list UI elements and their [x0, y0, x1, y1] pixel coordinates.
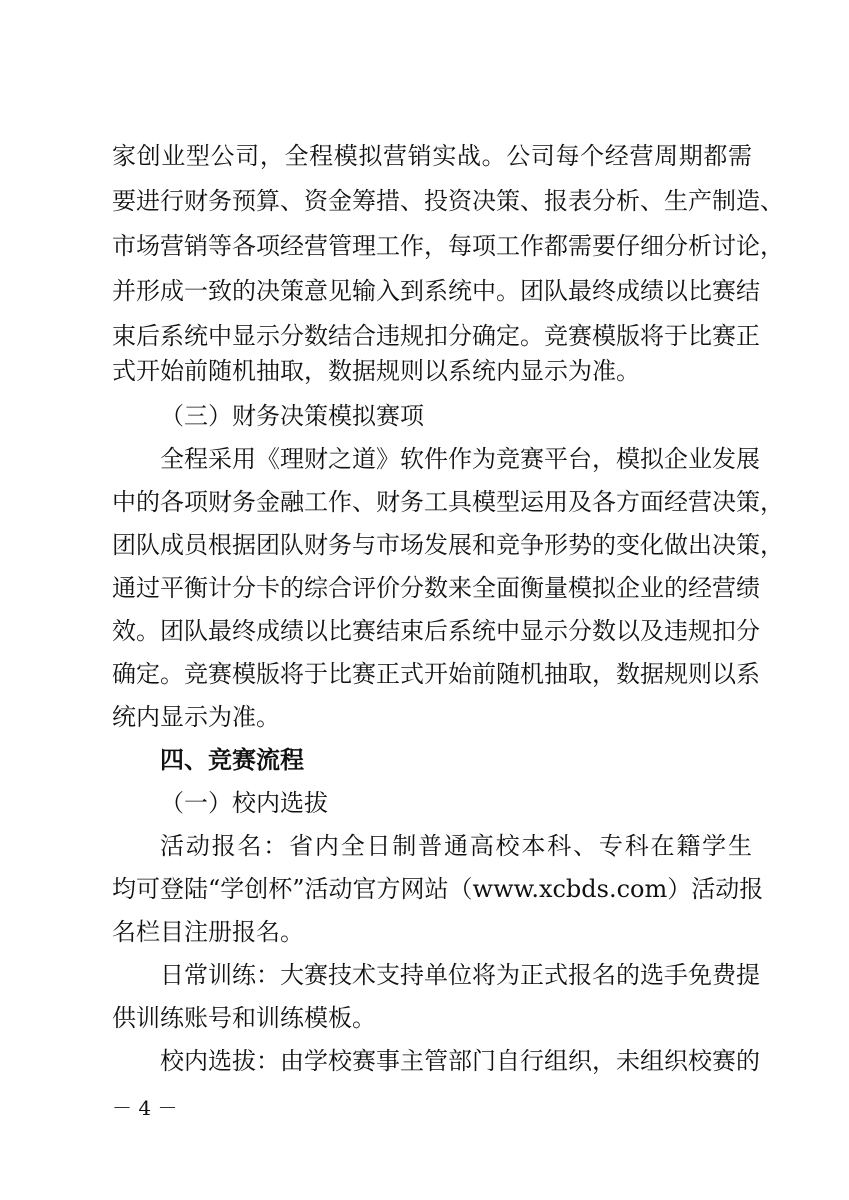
paragraph-line: 要进行财务预算、资金筹措、投资决策、报表分析、生产制造、 — [112, 187, 784, 215]
section-heading-3: （三）财务决策模拟赛项 — [160, 402, 424, 430]
paragraph-line: 并形成一致的决策意见输入到系统中。团队最终成绩以比赛结 — [112, 277, 760, 305]
paragraph-line: 统内显示为准。 — [112, 703, 280, 731]
paragraph-line: 家创业型公司，全程模拟营销实战。公司每个经营周期都需 — [112, 142, 752, 170]
paragraph-line: 校内选拔：由学校赛事主管部门自行组织，未组织校赛的 — [160, 1047, 760, 1075]
paragraph-line: 名栏目注册报名。 — [112, 918, 304, 946]
paragraph-line: 活动报名：省内全日制普通高校本科、专科在籍学生 — [160, 832, 752, 860]
paragraph-line: 供训练账号和训练模板。 — [112, 1004, 376, 1032]
subsection-heading-1: （一）校内选拔 — [160, 789, 328, 817]
paragraph-line: 全程采用《理财之道》软件作为竞赛平台，模拟企业发展 — [160, 445, 760, 473]
paragraph-line: 效。团队最终成绩以比赛结束后系统中显示分数以及违规扣分 — [112, 617, 760, 645]
paragraph-line: 通过平衡计分卡的综合评价分数来全面衡量模拟企业的经营绩 — [112, 574, 760, 602]
paragraph-line: 束后系统中显示分数结合违规扣分确定。竞赛模版将于比赛正 — [112, 322, 760, 350]
chapter-heading-4: 四、竞赛流程 — [160, 746, 304, 774]
page-number: － 4 － — [112, 1096, 178, 1120]
paragraph-line: 均可登陆“学创杯”活动官方网站（www.xcbds.com）活动报 — [112, 875, 764, 903]
paragraph-line: 式开始前随机抽取，数据规则以系统内显示为准。 — [112, 357, 640, 385]
paragraph-line: 中的各项财务金融工作、财务工具模型运用及各方面经营决策， — [112, 488, 784, 516]
paragraph-line: 团队成员根据团队财务与市场发展和竞争形势的变化做出决策， — [112, 531, 784, 559]
paragraph-line: 市场营销等各项经营管理工作，每项工作都需要仔细分析讨论， — [112, 232, 784, 260]
paragraph-line: 确定。竞赛模版将于比赛正式开始前随机抽取，数据规则以系 — [112, 660, 760, 688]
paragraph-line: 日常训练：大赛技术支持单位将为正式报名的选手免费提 — [160, 961, 760, 989]
